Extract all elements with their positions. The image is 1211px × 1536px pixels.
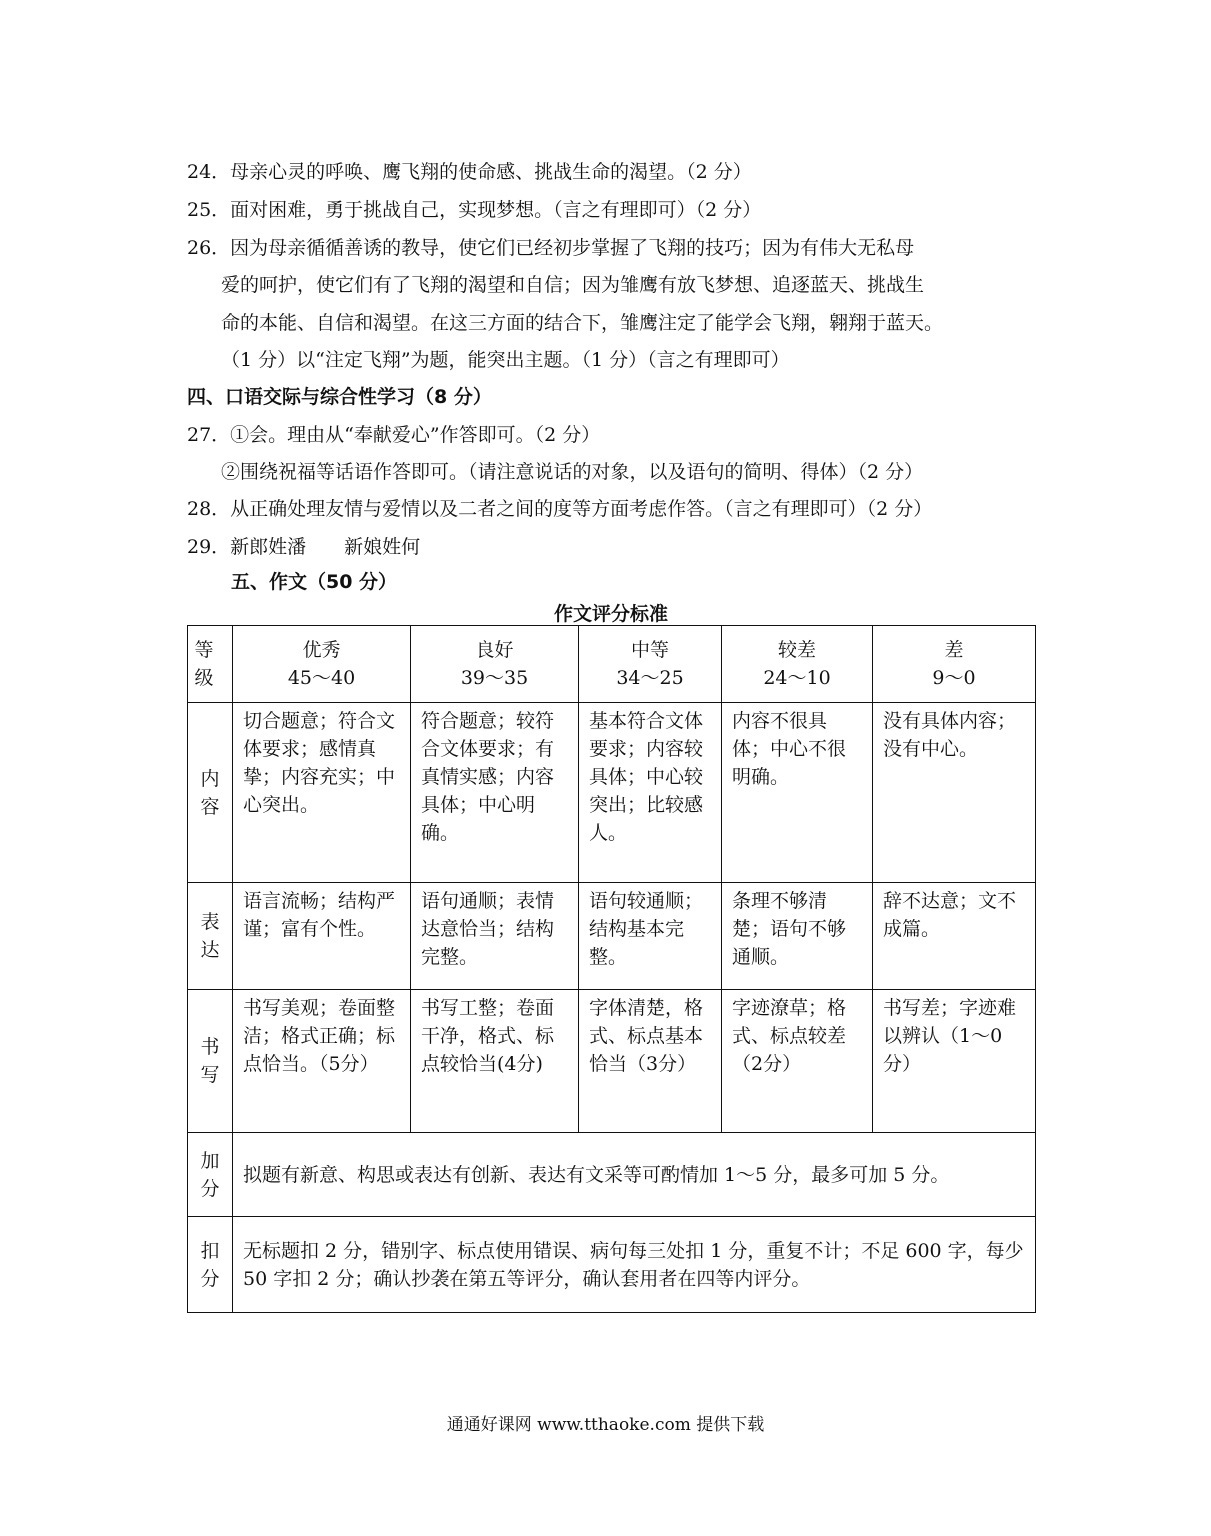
answer-26-line-4: （1 分）以“注定飞翔”为题，能突出主题。（1 分）（言之有理即可） — [221, 349, 790, 371]
table-cell: 书写差；字迹难以辨认（1～0分） — [873, 990, 1036, 1133]
grading-table — [187, 625, 1036, 1313]
bonus-header: 加分 — [188, 1133, 233, 1217]
deduction-row — [188, 1217, 1036, 1313]
level-range: 39～35 — [460, 667, 529, 689]
level-cell — [411, 626, 579, 703]
table-cell: 内容不很具体；中心不很明确。 — [722, 703, 873, 883]
level-range: 45～40 — [287, 667, 356, 689]
answer-27-line-1: 27．①会。理由从“奉献爱心”作答即可。（2 分） — [187, 424, 601, 446]
table-cell: 符合题意；较符合文体要求；有真情实感；内容具体；中心明确。 — [411, 703, 579, 883]
handwriting-row — [188, 990, 1036, 1133]
deduction-header: 扣分 — [188, 1217, 233, 1313]
level-row — [188, 626, 1036, 703]
level-cell — [722, 626, 873, 703]
answer-25: 25．面对困难，勇于挑战自己，实现梦想。（言之有理即可）（2 分） — [187, 199, 762, 221]
table-cell: 字迹潦草；格式、标点较差（2分） — [722, 990, 873, 1133]
answer-26-line-3: 命的本能、自信和渴望。在这三方面的结合下，雏鹰注定了能学会飞翔，翱翔于蓝天。 — [221, 312, 944, 334]
handwriting-header: 书写 — [188, 990, 233, 1133]
expression-row — [188, 883, 1036, 990]
level-cell — [233, 626, 411, 703]
answer-26-line-2: 爱的呵护，使它们有了飞翔的渴望和自信；因为雏鹰有放飞梦想、追逐蓝天、挑战生 — [221, 274, 925, 296]
level-name: 良好 — [475, 639, 514, 661]
footer-source: 通通好课网 www.tthaoke.com 提供下载 — [446, 1415, 765, 1435]
bonus-row — [188, 1133, 1036, 1217]
level-name: 较差 — [777, 639, 816, 661]
level-header: 等级 — [188, 626, 233, 703]
level-name: 差 — [944, 639, 964, 661]
level-range: 24～10 — [763, 667, 831, 689]
answer-28: 28．从正确处理友情与爱情以及二者之间的度等方面考虑作答。（言之有理即可）（2 分） — [187, 498, 933, 520]
bonus-text: 拟题有新意、构思或表达有创新、表达有文采等可酌情加 1～5 分，最多可加 5 分。 — [233, 1133, 1036, 1217]
answer-29: 29．新郎姓潘 新娘姓何 — [187, 536, 421, 558]
table-cell: 切合题意；符合文体要求；感情真挚；内容充实；中心突出。 — [233, 703, 411, 883]
section-4-heading: 四、口语交际与综合性学习（8 分） — [187, 386, 492, 408]
content-row — [188, 703, 1036, 883]
table-cell: 书写工整；卷面干净，格式、标点较恰当(4分) — [411, 990, 579, 1133]
table-cell: 语句通顺；表情达意恰当；结构完整。 — [411, 883, 579, 990]
level-range: 34～25 — [616, 667, 684, 689]
table-cell: 语言流畅；结构严谨；富有个性。 — [233, 883, 411, 990]
table-title: 作文评分标准 — [553, 603, 668, 625]
level-cell — [579, 626, 722, 703]
answer-27-line-2: ②围绕祝福等话语作答即可。（请注意说话的对象，以及语句的简明、得体）（2 分） — [221, 461, 924, 483]
level-name: 中等 — [630, 639, 669, 661]
level-range: 9～0 — [932, 667, 976, 689]
table-cell: 书写美观；卷面整洁；格式正确；标点恰当。（5分） — [233, 990, 411, 1133]
answer-26-line-1: 26．因为母亲循循善诱的教导，使它们已经初步掌握了飞翔的技巧；因为有伟大无私母 — [187, 237, 915, 259]
table-cell: 没有具体内容；没有中心。 — [873, 703, 1036, 883]
deduction-text: 无标题扣 2 分，错别字、标点使用错误、病句每三处扣 1 分，重复不计；不足 600 字，每少 50 字扣 2 分；确认抄袭在第五等评分，确认套用者在四等内评分。 — [233, 1217, 1036, 1313]
section-5-heading: 五、作文（50 分） — [231, 571, 398, 593]
table-cell: 辞不达意；文不成篇。 — [873, 883, 1036, 990]
level-cell — [873, 626, 1036, 703]
level-name: 优秀 — [302, 639, 341, 661]
table-cell: 语句较通顺；结构基本完整。 — [579, 883, 722, 990]
content-header: 内容 — [188, 703, 233, 883]
table-cell: 字体清楚，格式、标点基本恰当（3分） — [579, 990, 722, 1133]
answer-24: 24．母亲心灵的呼唤、鹰飞翔的使命感、挑战生命的渴望。（2 分） — [187, 161, 752, 183]
expression-header: 表达 — [188, 883, 233, 990]
table-cell: 条理不够清楚；语句不够通顺。 — [722, 883, 873, 990]
table-cell: 基本符合文体要求；内容较具体；中心较突出；比较感人。 — [579, 703, 722, 883]
